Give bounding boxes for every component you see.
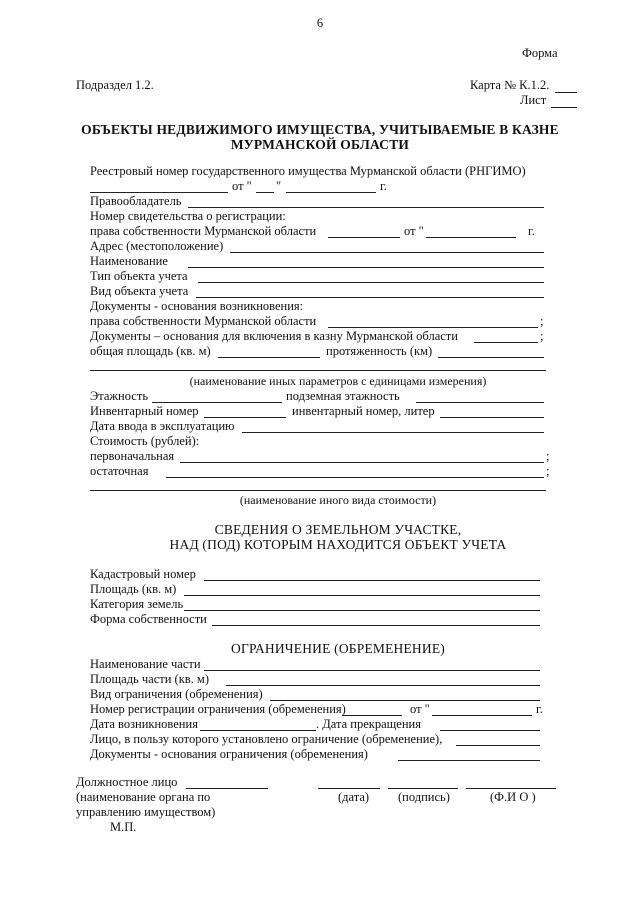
beneficiary-field[interactable] — [456, 745, 540, 746]
land-section-title-line1: СВЕДЕНИЯ О ЗЕМЕЛЬНОМ УЧАСТКЕ, — [214, 522, 462, 537]
official-field[interactable] — [186, 788, 268, 789]
land-category-field[interactable] — [184, 610, 540, 611]
restriction-type-label: Вид ограничения (обременения) — [90, 687, 263, 701]
name-field[interactable] — [188, 267, 544, 268]
registry-date-day-field[interactable] — [256, 192, 274, 193]
residual-cost-field[interactable] — [166, 477, 544, 478]
start-date-label: Дата возникновения — [90, 717, 198, 731]
docs-origin-label: Документы - основания возникновения: — [90, 299, 304, 313]
part-area-label: Площадь части (кв. м) — [90, 672, 209, 686]
registry-date-month-field[interactable] — [286, 192, 376, 193]
date-signature-field[interactable] — [318, 788, 380, 789]
org-name-caption-line1: (наименование органа по — [76, 790, 211, 804]
part-area-field[interactable] — [226, 685, 540, 686]
registry-year: г. — [380, 179, 387, 193]
inventory-letter-field[interactable] — [440, 417, 544, 418]
other-cost-caption: (наименование иного вида стоимости) — [239, 493, 437, 507]
docs-inclusion-label: Документы – основания для включения в казну Мурманской области — [90, 329, 458, 343]
part-name-label: Наименование части — [90, 657, 201, 671]
registry-date-quote: " — [276, 179, 282, 193]
land-category-label: Категория земель — [90, 597, 184, 611]
docs-inclusion-field[interactable] — [474, 342, 538, 343]
commission-date-field[interactable] — [242, 432, 544, 433]
floors-field[interactable] — [152, 402, 282, 403]
registry-date-from: от " — [232, 179, 252, 193]
signature-caption: (подпись) — [398, 790, 450, 804]
beneficiary-label: Лицо, в пользу которого установлено ограничение (обременение), — [90, 732, 443, 746]
land-area-label: Площадь (кв. м) — [90, 582, 177, 596]
part-name-field[interactable] — [204, 670, 540, 671]
object-kind-field[interactable] — [196, 297, 544, 298]
registry-number-label: Реестровый номер государственного имущества Мурманской области (РНГИМО) — [90, 164, 526, 178]
object-kind-label: Вид объекта учета — [90, 284, 189, 298]
registry-number-field[interactable] — [90, 192, 228, 193]
length-field[interactable] — [438, 357, 544, 358]
subsection-label: Подраздел 1.2. — [76, 78, 154, 92]
land-section-title-line2: НАД (ПОД) КОТОРЫМ НАХОДИТСЯ ОБЪЕКТ УЧЕТА — [169, 537, 507, 552]
end-date-label: . Дата прекращения — [316, 717, 421, 731]
restriction-docs-field[interactable] — [398, 760, 540, 761]
document-title-line2: МУРМАНСКОЙ ОБЛАСТИ — [230, 137, 410, 152]
other-params-caption: (наименование иных параметров с единицами измерения) — [189, 374, 487, 388]
certificate-number-field[interactable] — [328, 237, 400, 238]
date-caption: (дата) — [338, 790, 370, 804]
underground-floors-field[interactable] — [416, 402, 544, 403]
initial-cost-field[interactable] — [180, 462, 544, 463]
object-type-field[interactable] — [198, 282, 544, 283]
commission-date-label: Дата ввода в эксплуатацию — [90, 419, 235, 433]
inventory-letter-label: инвентарный номер, литер — [292, 404, 435, 418]
address-label: Адрес (местоположение) — [90, 239, 224, 253]
sheet-number-field[interactable] — [551, 107, 577, 108]
address-field[interactable] — [230, 252, 544, 253]
residual-cost-label: остаточная — [90, 464, 149, 478]
length-label: протяженность (км) — [326, 344, 433, 358]
cadastral-label: Кадастровый номер — [90, 567, 196, 581]
restriction-reg-year: г. — [536, 702, 543, 716]
holder-field[interactable] — [188, 207, 544, 208]
ownership-form-label: Форма собственности — [90, 612, 207, 626]
sheet-label: Лист — [520, 93, 547, 107]
document-title-line1: ОБЪЕКТЫ НЕДВИЖИМОГО ИМУЩЕСТВА, УЧИТЫВАЕМЫЕ В КАЗНЕ — [81, 122, 559, 137]
floors-label: Этажность — [90, 389, 149, 403]
name-label: Наименование — [90, 254, 168, 268]
stamp-label: М.П. — [110, 820, 137, 834]
certificate-year: г. — [528, 224, 535, 238]
end-date-field[interactable] — [440, 730, 540, 731]
start-date-field[interactable] — [200, 730, 316, 731]
restriction-docs-label: Документы - основания ограничения (обременения) — [90, 747, 368, 761]
card-number-label: Карта № К.1.2. — [470, 78, 550, 92]
land-area-field[interactable] — [184, 595, 540, 596]
ownership-rights-label: права собственности Мурманской области — [90, 224, 317, 238]
fio-caption: (Ф.И О ) — [490, 790, 536, 804]
certificate-date-field[interactable] — [426, 237, 516, 238]
signature-field[interactable] — [388, 788, 458, 789]
total-area-label: общая площадь (кв. м) — [90, 344, 211, 358]
inventory-number-label: Инвентарный номер — [90, 404, 199, 418]
holder-label: Правообладатель — [90, 194, 182, 208]
other-cost-field[interactable] — [90, 490, 546, 491]
ownership-form-field[interactable] — [212, 625, 540, 626]
certificate-label: Номер свидетельства о регистрации: — [90, 209, 286, 223]
form-label: Форма — [522, 46, 558, 60]
restriction-section-title: ОГРАНИЧЕНИЕ (ОБРЕМЕНЕНИЕ) — [231, 641, 445, 656]
fio-field[interactable] — [466, 788, 556, 789]
other-params-field[interactable] — [90, 370, 546, 371]
official-label: Должностное лицо — [76, 775, 178, 789]
restriction-type-field[interactable] — [270, 700, 540, 701]
total-area-field[interactable] — [218, 357, 320, 358]
restriction-reg-number-field[interactable] — [342, 715, 402, 716]
restriction-reg-label: Номер регистрации ограничения (обременения) — [90, 702, 346, 716]
object-type-label: Тип объекта учета — [90, 269, 188, 283]
ownership-rights-label-2: права собственности Мурманской области — [90, 314, 317, 328]
initial-cost-label: первоначальная — [90, 449, 175, 463]
docs-origin-field[interactable] — [328, 327, 538, 328]
restriction-reg-date-from: от " — [410, 702, 430, 716]
restriction-reg-date-field[interactable] — [432, 715, 532, 716]
certificate-date-from: от " — [404, 224, 424, 238]
cadastral-field[interactable] — [204, 580, 540, 581]
card-number-field[interactable] — [555, 92, 577, 93]
inventory-number-field[interactable] — [204, 417, 286, 418]
cost-label: Стоимость (рублей): — [90, 434, 200, 448]
underground-floors-label: подземная этажность — [286, 389, 400, 403]
org-name-caption-line2: управлению имуществом) — [76, 805, 216, 819]
page-number: 6 — [316, 16, 324, 30]
